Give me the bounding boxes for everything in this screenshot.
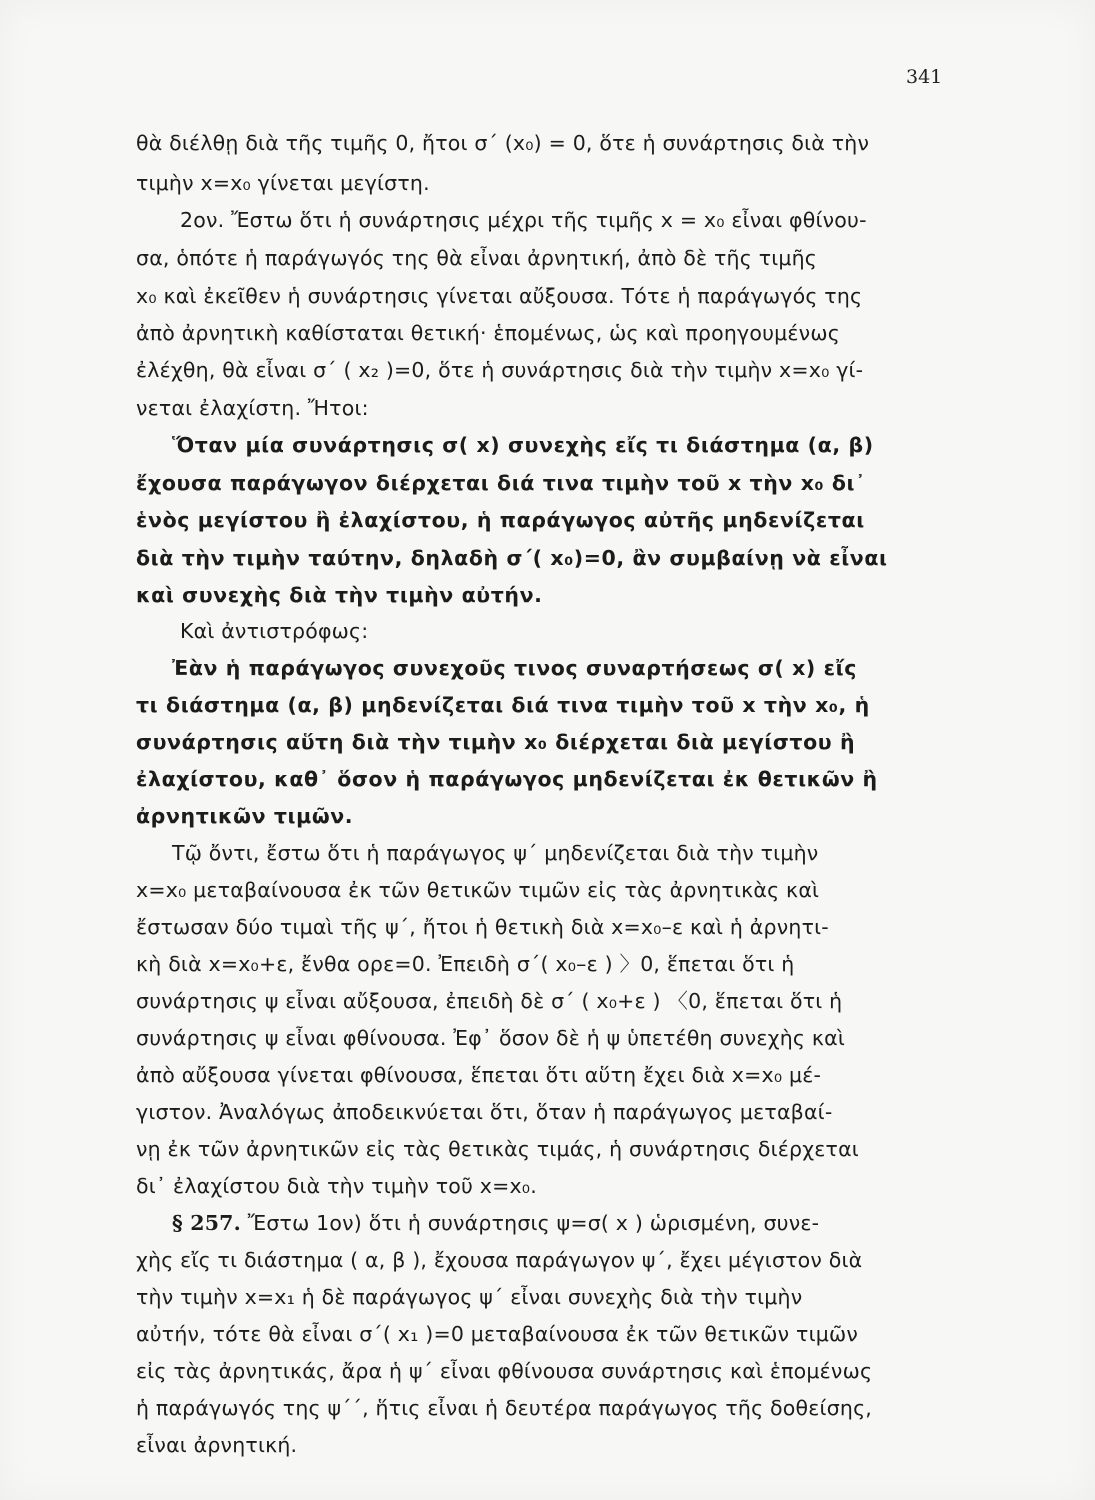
- text-line: ἐλέχθη, θὰ εἶναι σ΄ ( x₂ )=0, ὅτε ἡ συνάρτησις διὰ τὴν τιμὴν x=x₀ γί-: [136, 358, 864, 382]
- theorem-line: συνάρτησις αὕτη διὰ τὴν τιμὴν x₀ διέρχεται διὰ μεγίστου ἢ: [136, 730, 856, 754]
- text-line: αὐτήν, τότε θὰ εἶναι σ΄( x₁ )=0 μεταβαίνουσα ἐκ τῶν θετικῶν τιμῶν: [136, 1322, 858, 1346]
- theorem-line: ἔχουσα παράγωγον διέρχεται διά τινα τιμὴν τοῦ x τὴν x₀ δι᾽: [136, 471, 866, 495]
- text-line: x₀ καὶ ἐκεῖθεν ἡ συνάρτησις γίνεται αὔξουσα. Τότε ἡ παράγωγός της: [136, 284, 863, 308]
- text-line: χὴς εἴς τι διάστημα ( α, β ), ἔχουσα παράγωγον ψ΄, ἔχει μέγιστον διὰ: [136, 1248, 863, 1272]
- theorem-line: τι διάστημα (α, β) μηδενίζεται διά τινα τιμὴν τοῦ x τὴν x₀, ἡ: [136, 693, 870, 717]
- text-line: 2ον. Ἔστω ὅτι ἡ συνάρτησις μέχρι τῆς τιμῆς x = x₀ εἶναι φθίνου-: [180, 208, 867, 232]
- text-line: Καὶ ἀντιστρόφως:: [180, 619, 369, 643]
- text-line: ἔστωσαν δύο τιμαὶ τῆς ψ΄, ἤτοι ἡ θετικὴ διὰ x=x₀–ε καὶ ἡ ἀρνητι-: [136, 915, 829, 939]
- section-line: [172, 1210, 819, 1236]
- page-number: 341: [906, 66, 943, 88]
- theorem-line: ἀρνητικῶν τιμῶν.: [136, 804, 354, 828]
- text-line: εἰς τὰς ἀρνητικάς, ἄρα ἡ ψ΄ εἶναι φθίνουσα συνάρτησις καὶ ἑπομένως: [136, 1359, 873, 1383]
- text-line: δι᾽ ἐλαχίστου διὰ τὴν τιμὴν τοῦ x=x₀.: [136, 1174, 537, 1198]
- text-line: θὰ διέλθῃ διὰ τῆς τιμῆς 0, ἤτοι σ΄ (x₀) = 0, ὅτε ἡ συνάρτησις διὰ τὴν: [136, 131, 870, 155]
- text-line: x=x₀ μεταβαίνουσα ἐκ τῶν θετικῶν τιμῶν εἰς τὰς ἀρνητικὰς καὶ: [136, 878, 820, 902]
- text-line: ἀπὸ ἀρνητικὴ καθίσταται θετική· ἑπομένως, ὡς καὶ προηγουμένως: [136, 321, 840, 345]
- text-line: νεται ἐλαχίστη. Ἤτοι:: [136, 396, 369, 420]
- text-line: ἡ παράγωγός της ψ΄΄, ἥτις εἶναι ἡ δευτέρα παράγωγος τῆς δοθείσης,: [136, 1396, 873, 1420]
- section-text: Ἔστω 1ον) ὅτι ἡ συνάρτησις ψ=σ( x ) ὡρισμένη, συνε-: [247, 1211, 820, 1235]
- text-line: τιμὴν x=x₀ γίνεται μεγίστη.: [136, 171, 430, 195]
- text-line: εἶναι ἀρνητική.: [136, 1433, 298, 1457]
- theorem-line: Ἐὰν ἡ παράγωγος συνεχοῦς τινος συναρτήσεως σ( x) εἴς: [172, 656, 857, 680]
- text-line: κὴ διὰ x=x₀+ε, ἔνθα ορε=0. Ἐπειδὴ σ΄( x₀–ε ) 〉0, ἕπεται ὅτι ἡ: [136, 952, 795, 976]
- theorem-line: ἐλαχίστου, καθ᾽ ὅσον ἡ παράγωγος μηδενίζεται ἐκ θετικῶν ἢ: [136, 767, 878, 791]
- theorem-line: καὶ συνεχὴς διὰ τὴν τιμὴν αὐτήν.: [136, 583, 543, 607]
- section-number: § 257.: [172, 1211, 241, 1235]
- theorem-line: διὰ τὴν τιμὴν ταύτην, δηλαδὴ σ΄( x₀)=0, ἂν συμβαίνῃ νὰ εἶναι: [136, 546, 888, 570]
- text-line: Τῷ ὄντι, ἔστω ὅτι ἡ παράγωγος ψ΄ μηδενίζεται διὰ τὴν τιμὴν: [172, 841, 819, 865]
- text-line: τὴν τιμὴν x=x₁ ἡ δὲ παράγωγος ψ΄ εἶναι συνεχὴς διὰ τὴν τιμὴν: [136, 1285, 803, 1309]
- theorem-line: ἑνὸς μεγίστου ἢ ἐλαχίστου, ἡ παράγωγος αὐτῆς μηδενίζεται: [136, 508, 865, 532]
- text-line: γιστον. Ἀναλόγως ἀποδεικνύεται ὅτι, ὅταν ἡ παράγωγος μεταβαί-: [136, 1100, 833, 1124]
- text-line: νῃ ἐκ τῶν ἀρνητικῶν εἰς τὰς θετικὰς τιμάς, ἡ συνάρτησις διέρχεται: [136, 1137, 859, 1161]
- text-line: συνάρτησις ψ εἶναι φθίνουσα. Ἐφ᾽ ὅσον δὲ ἡ ψ ὑπετέθη συνεχὴς καὶ: [136, 1026, 845, 1050]
- text-line: σα, ὁπότε ἡ παράγωγός της θὰ εἶναι ἀρνητική, ἀπὸ δὲ τῆς τιμῆς: [136, 246, 818, 270]
- theorem-line: Ὅταν μία συνάρτησις σ( x) συνεχὴς εἴς τι διάστημα (α, β): [172, 433, 874, 457]
- text-line: συνάρτησις ψ εἶναι αὔξουσα, ἐπειδὴ δὲ σ΄ ( x₀+ε ) 〈0, ἕπεται ὅτι ἡ: [136, 989, 843, 1013]
- text-line: ἀπὸ αὔξουσα γίνεται φθίνουσα, ἕπεται ὅτι αὕτη ἔχει διὰ x=x₀ μέ-: [136, 1063, 822, 1087]
